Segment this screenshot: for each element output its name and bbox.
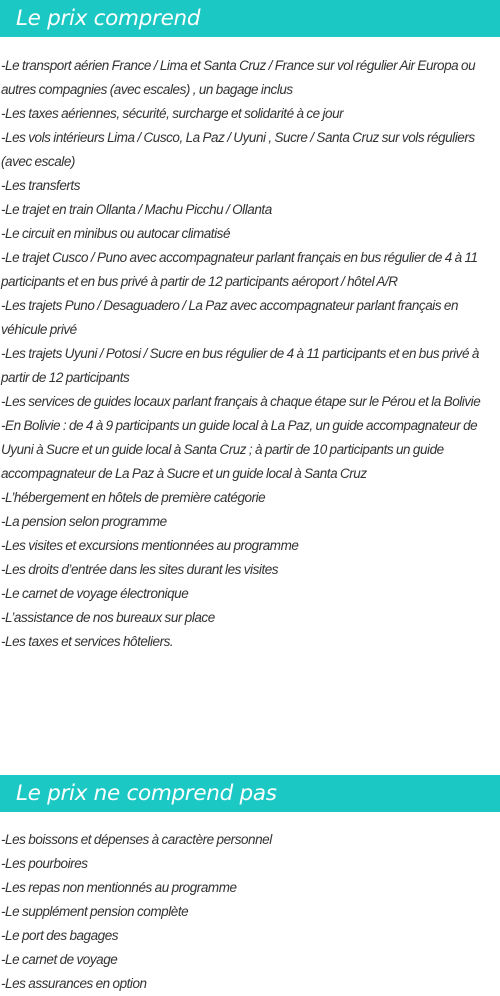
list-item: -Le carnet de voyage: [1, 952, 118, 967]
list-item: -Les trajets Puno / Desaguadero / La Paz avec accompagnateur parlant français en véhicule privé: [1, 298, 459, 337]
list-item: -Les transferts: [1, 178, 81, 193]
list-item: -Les boissons et dépenses à caractère personnel: [1, 832, 272, 847]
list-item: -Le carnet de voyage électronique: [1, 586, 189, 601]
list-item: -Les repas non mentionnés au programme: [1, 880, 237, 895]
list-item: -Les services de guides locaux parlant français à chaque étape sur le Pérou et la Bolivie: [1, 394, 481, 409]
section-header-price-includes: [0, 0, 500, 37]
list-item: -Les vols intérieurs Lima / Cusco, La Paz / Uyuni , Sucre / Santa Cruz sur vols réguliers (avec escale): [1, 130, 475, 169]
section-header-price-excludes: [0, 775, 500, 812]
price-includes-list: [0, 54, 500, 654]
list-item: -Le transport aérien France / Lima et Santa Cruz / France sur vol régulier Air Europa ou autres compagnies (avec escales) , un bagage inclus: [1, 58, 476, 97]
list-item: -Les visites et excursions mentionnées au programme: [1, 538, 299, 553]
list-item: -Les taxes aériennes, sécurité, surcharge et solidarité à ce jour: [1, 106, 344, 121]
list-item: -Les assurances en option: [1, 976, 147, 991]
list-item: -Le supplément pension complète: [1, 904, 189, 919]
price-excludes-list: [0, 828, 500, 996]
list-item: -Les pourboires: [1, 856, 88, 871]
list-item: -L’hébergement en hôtels de première catégorie: [1, 490, 266, 505]
list-item: -L’assistance de nos bureaux sur place: [1, 610, 215, 625]
list-item: -Le circuit en minibus ou autocar climatisé: [1, 226, 231, 241]
list-item: -Le trajet en train Ollanta / Machu Picchu / Ollanta: [1, 202, 272, 217]
list-item: -Le trajet Cusco / Puno avec accompagnateur parlant français en bus régulier de 4 à 11 participants et en bus privé à partir de 12 participants aéroport / hôtel A/R: [1, 250, 478, 289]
list-item: -Les trajets Uyuni / Potosi / Sucre en bus régulier de 4 à 11 participants et en bus privé à partir de 12 participants: [1, 346, 479, 385]
list-item: -Le port des bagages: [1, 928, 119, 943]
list-item: -Les taxes et services hôteliers.: [1, 634, 174, 649]
list-item: -La pension selon programme: [1, 514, 167, 529]
list-item: -Les droits d’entrée dans les sites durant les visites: [1, 562, 279, 577]
list-item: -En Bolivie : de 4 à 9 participants un guide local à La Paz, un guide accompagnateur de Uyuni à Sucre et un guide local à Santa Cruz ; à partir de 10 participants un guide accompagnateur de La Paz à Sucre et un guide local à Santa Cruz: [1, 418, 478, 481]
section-title: Le prix ne comprend pas: [16, 781, 277, 806]
section-title: Le prix comprend: [16, 6, 201, 31]
